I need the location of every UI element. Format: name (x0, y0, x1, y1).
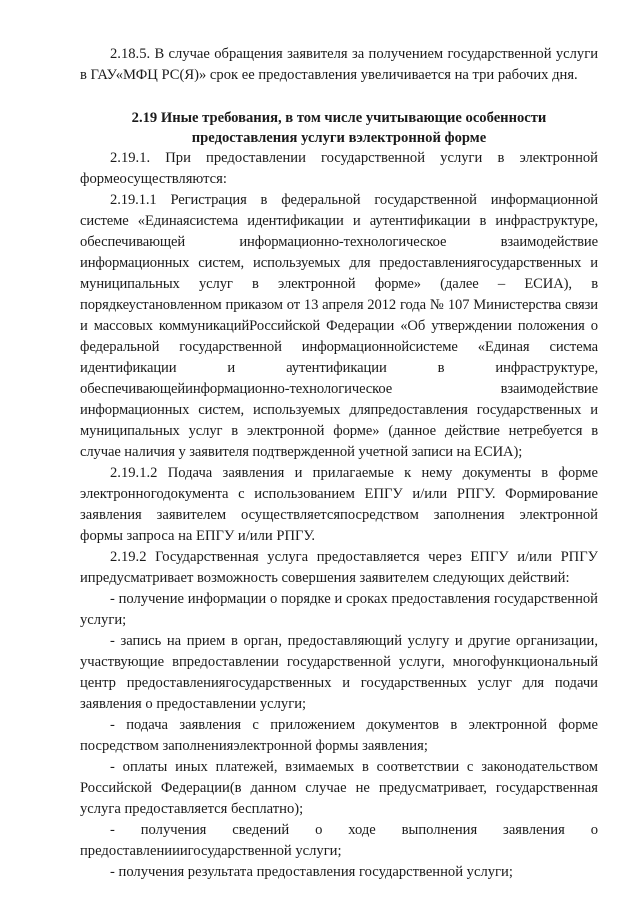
list-item-info: - получение информации о порядке и сроках предоставления государственной услуги; (80, 591, 598, 628)
list-item-payments: - оплаты иных платежей, взимаемых в соответствии с законодательством Российской Федерации(в данном случае не предусматривает, государственная услуга предоставляется бесплатно); (80, 759, 598, 817)
paragraph-2-19-1: 2.19.1. При предоставлении государственной услуги в электронной формеосуществляются: (80, 150, 598, 187)
paragraph-2-19-2: 2.19.2 Государственная услуга предоставляется через ЕПГУ и/или РПГУ ипредусматривает возможность совершения заявителем следующих действий: (80, 549, 598, 586)
list-item-submit-application: - подача заявления с приложением документов в электронной форме посредством заполненияэлектронной формы заявления; (80, 717, 598, 754)
section-heading-line-1: 2.19 Иные требования, в том числе учитывающие особенности (131, 110, 547, 126)
paragraph-2-19-1-1: 2.19.1.1 Регистрация в федеральной государственной информационной системе «Единаясистема идентификации и аутентификации в инфраструктуре, обеспечивающей информационно-технологическое взаимодействие информационных систем, используемых для предоставлениягосударственных и муниципальных услуг в электронной форме» (далее – ЕСИА), в порядкеустановленном приказом от 13 апреля 2012 года № 107 Министерства связи и массовых коммуникацийРоссийской Федерации «Об утверждении положения о федеральной государственной информационнойсистеме «Единая система идентификации и аутентификации в инфраструктуре, обеспечивающейинформационно-технологическое взаимодействие информационных систем, используемых дляпредоставления государственных и муниципальных услуг в электронной форме» (данное действие нетребуется в случае наличия у заявителя подтвержденной учетной записи на ЕСИА); (80, 192, 598, 460)
list-item-result: - получения результата предоставления государственной услуги; (110, 864, 513, 880)
paragraph-2-18-5: 2.18.5. В случае обращения заявителя за получением государственной услуги в ГАУ«МФЦ РС(Я)» срок ее предоставления увеличивается на три рабочих дня. (80, 46, 598, 83)
paragraph-2-19-1-2: 2.19.1.2 Подача заявления и прилагаемые к нему документы в форме электронногодокумента с использованием ЕПГУ и/или РПГУ. Формирование заявления заявителем осуществляетсяпосредством заполнения электронной формы запроса на ЕПГУ и/или РПГУ. (80, 465, 598, 544)
list-item-appointment: - запись на прием в орган, предоставляющий услугу и другие организации, участвующие впредоставлении государственной услуги, многофункциональный центр предоставлениягосударственных и государственных услуг для подачи заявления о предоставлении услуги; (80, 633, 598, 712)
document-body (80, 44, 598, 883)
list-item-status-info: - получения сведений о ходе выполнения заявления о предоставленииигосударственной услуги; (80, 822, 598, 859)
section-heading-2-19 (80, 108, 598, 148)
section-heading-line-2: предоставления услуги вэлектронной форме (191, 130, 487, 146)
